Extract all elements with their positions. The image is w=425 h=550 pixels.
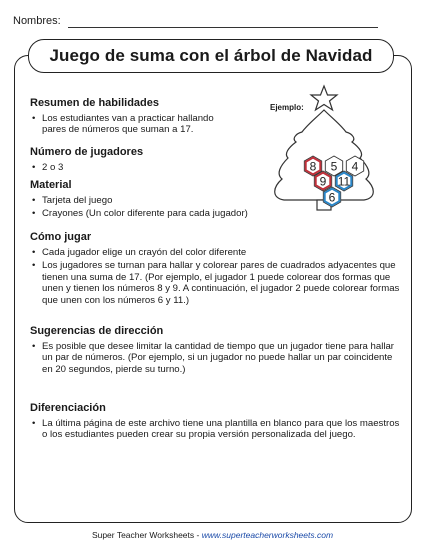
materials-item: • Tarjeta del juego <box>30 195 290 207</box>
summary-section <box>30 98 230 138</box>
tips-item: • Es posible que desee limitar la cantidad de tiempo que un jugador tiene para hallar un par de números. (Por ejemplo, si un jugador no puede hallar un par coincidente en 20 segundos, pierde su turno.) <box>30 341 402 376</box>
summary-heading: Resumen de habilidades <box>30 97 159 109</box>
howto-heading: Cómo jugar <box>30 231 92 243</box>
players-heading: Número de jugadores <box>30 146 144 158</box>
materials-section <box>30 180 290 222</box>
name-line <box>68 27 378 28</box>
footer-text: Super Teacher Worksheets - <box>91 530 202 540</box>
footer-link[interactable]: www.superteacherworksheets.com <box>201 530 334 540</box>
players-item: • 2 o 3 <box>30 162 230 174</box>
hex-number: 4 <box>351 159 359 174</box>
differentiation-section <box>30 403 402 443</box>
tips-heading: Sugerencias de dirección <box>30 325 164 337</box>
hex-number: 5 <box>330 159 338 174</box>
materials-heading: Material <box>30 179 72 191</box>
example-label: Ejemplo: <box>270 103 304 112</box>
hex-cell <box>323 187 340 207</box>
differentiation-item: • La última página de este archivo tiene una plantilla en blanco para que los maestros o los estudiantes pueden crear su propia versión personalizada del juego. <box>30 418 402 441</box>
players-section <box>30 147 230 175</box>
howto-item: • Los jugadores se turnan para hallar y colorear pares de cuadrados adyacentes que tienen una suma de 17. (Por ejemplo, el jugador 1 puede colorear dos formas que unen y tienen los números 8 y 9. A continuación, el jugador 2 puede colorear formas que unen con los números 6 y 11.) <box>30 260 402 306</box>
hex-cell <box>346 156 363 176</box>
hex-cell <box>335 171 352 191</box>
footer <box>0 530 425 540</box>
page-title: Juego de suma con el árbol de Navidad <box>28 39 394 73</box>
name-label: Nombres: <box>13 15 61 27</box>
summary-item: • Los estudiantes van a practicar hallando pares de números que suman a 17. <box>30 113 230 136</box>
hex-number: 9 <box>319 174 327 189</box>
hex-number: 6 <box>328 190 336 205</box>
materials-item: • Crayones (Un color diferente para cada jugador) <box>30 208 290 220</box>
hex-number: 8 <box>309 159 317 174</box>
howto-section <box>30 232 402 309</box>
differentiation-heading: Diferenciación <box>30 402 106 414</box>
howto-item: • Cada jugador elige un crayón del color diferente <box>30 247 402 259</box>
hex-number: 11 <box>337 174 351 189</box>
tips-section <box>30 326 402 377</box>
hex-cell <box>314 171 331 191</box>
star-icon <box>311 86 337 110</box>
